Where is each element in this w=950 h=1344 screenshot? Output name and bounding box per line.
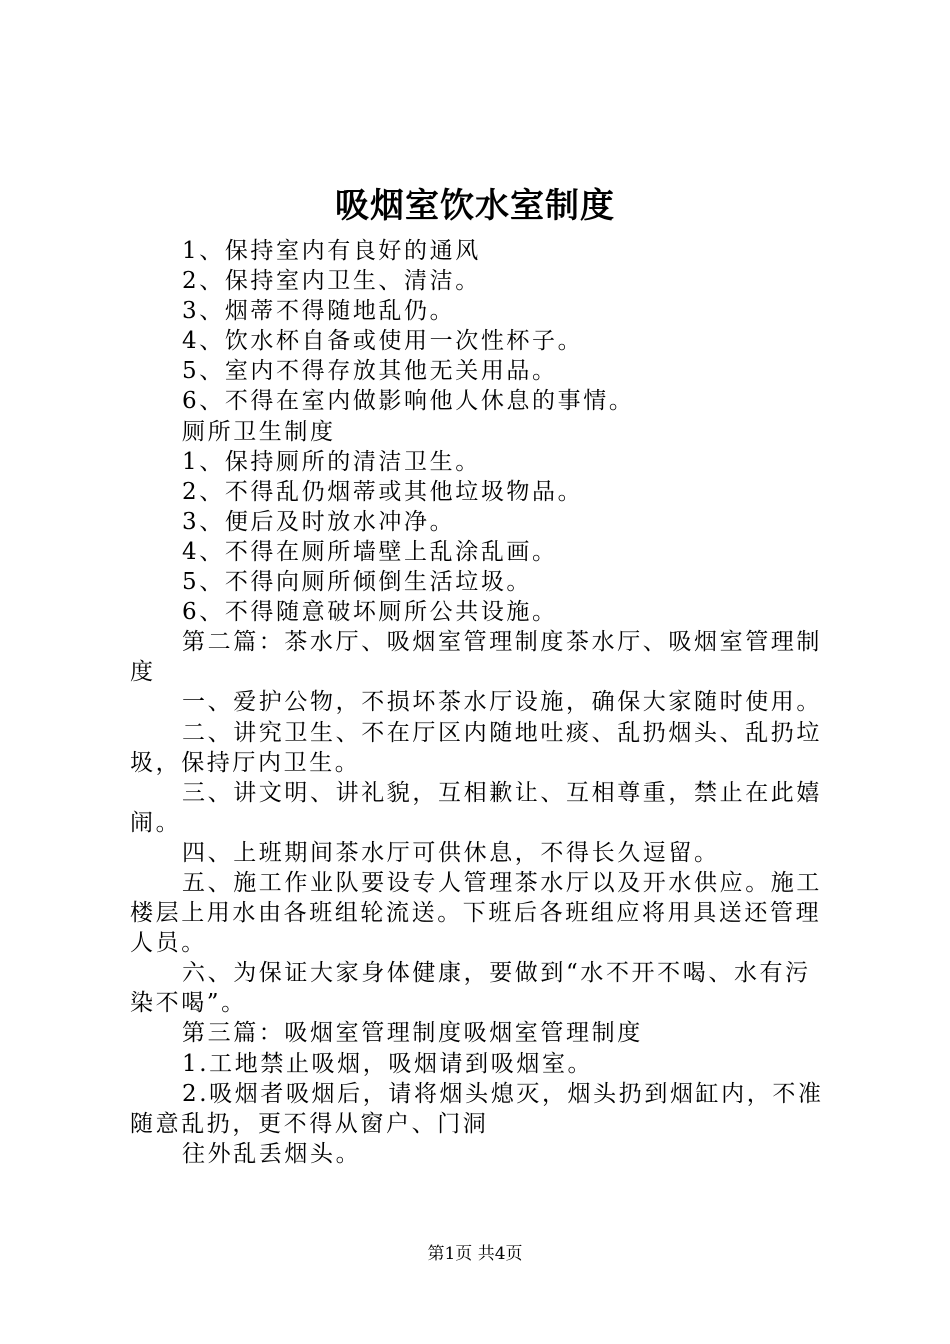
- paragraph: 4、不得在厕所墙壁上乱涂乱画。: [182, 538, 558, 565]
- paragraph: 1.工地禁止吸烟，吸烟请到吸烟室。: [182, 1050, 594, 1077]
- paragraph: 2、保持室内卫生、清洁。: [182, 268, 481, 295]
- paragraph: 1、保持室内有良好的通风: [182, 238, 481, 264]
- document-title: 吸烟室饮水室制度: [335, 186, 615, 226]
- section-heading: 厕所卫生制度: [182, 418, 336, 445]
- paragraph: 二、讲究卫生、不在厅区内随地吐痰、乱扔烟头、乱扔垃圾，保持厅内卫生。: [130, 719, 822, 776]
- paragraph: 四、上班期间茶水厅可供休息，不得长久逗留。: [182, 839, 720, 866]
- paragraph: 1、保持厕所的清洁卫生。: [182, 448, 481, 475]
- paragraph: 三、讲文明、讲礼貌，互相歉让、互相尊重，禁止在此嬉闹。: [130, 779, 822, 836]
- paragraph: 3、便后及时放水冲净。: [182, 508, 456, 535]
- paragraph: 3、烟蒂不得随地乱仍。: [182, 298, 456, 325]
- paragraph: 2.吸烟者吸烟后，请将烟头熄灭，烟头扔到烟缸内，不准随意乱扔，更不得从窗户、门洞: [130, 1080, 824, 1137]
- section-heading: 第三篇：吸烟室管理制度吸烟室管理制度: [182, 1020, 643, 1047]
- page-number-footer: 第1页 共4页: [427, 1244, 523, 1264]
- paragraph: 5、不得向厕所倾倒生活垃圾。: [182, 569, 533, 596]
- section-heading: 第二篇：茶水厅、吸烟室管理制度茶水厅、吸烟室管理制度: [130, 629, 822, 686]
- paragraph: 5、室内不得存放其他无关用品。: [182, 358, 558, 385]
- document-body: [130, 236, 830, 1169]
- paragraph: 五、施工作业队要设专人管理茶水厅以及开水供应。施工楼层上用水由各班组轮流送。下班后各班组应将用具送还管理人员。: [130, 869, 822, 957]
- paragraph: 往外乱丢烟头。: [182, 1140, 362, 1167]
- paragraph: 6、不得随意破坏厕所公共设施。: [182, 599, 558, 626]
- paragraph: 一、爱护公物，不损坏茶水厅设施，确保大家随时使用。: [182, 689, 822, 716]
- paragraph: 2、不得乱仍烟蒂或其他垃圾物品。: [182, 478, 584, 505]
- paragraph: 6、不得在室内做影响他人休息的事情。: [182, 388, 635, 415]
- paragraph: 4、饮水杯自备或使用一次性杯子。: [182, 328, 584, 355]
- paragraph: 六、为保证大家身体健康，要做到“水不开不喝、水有污染不喝”。: [130, 960, 811, 1017]
